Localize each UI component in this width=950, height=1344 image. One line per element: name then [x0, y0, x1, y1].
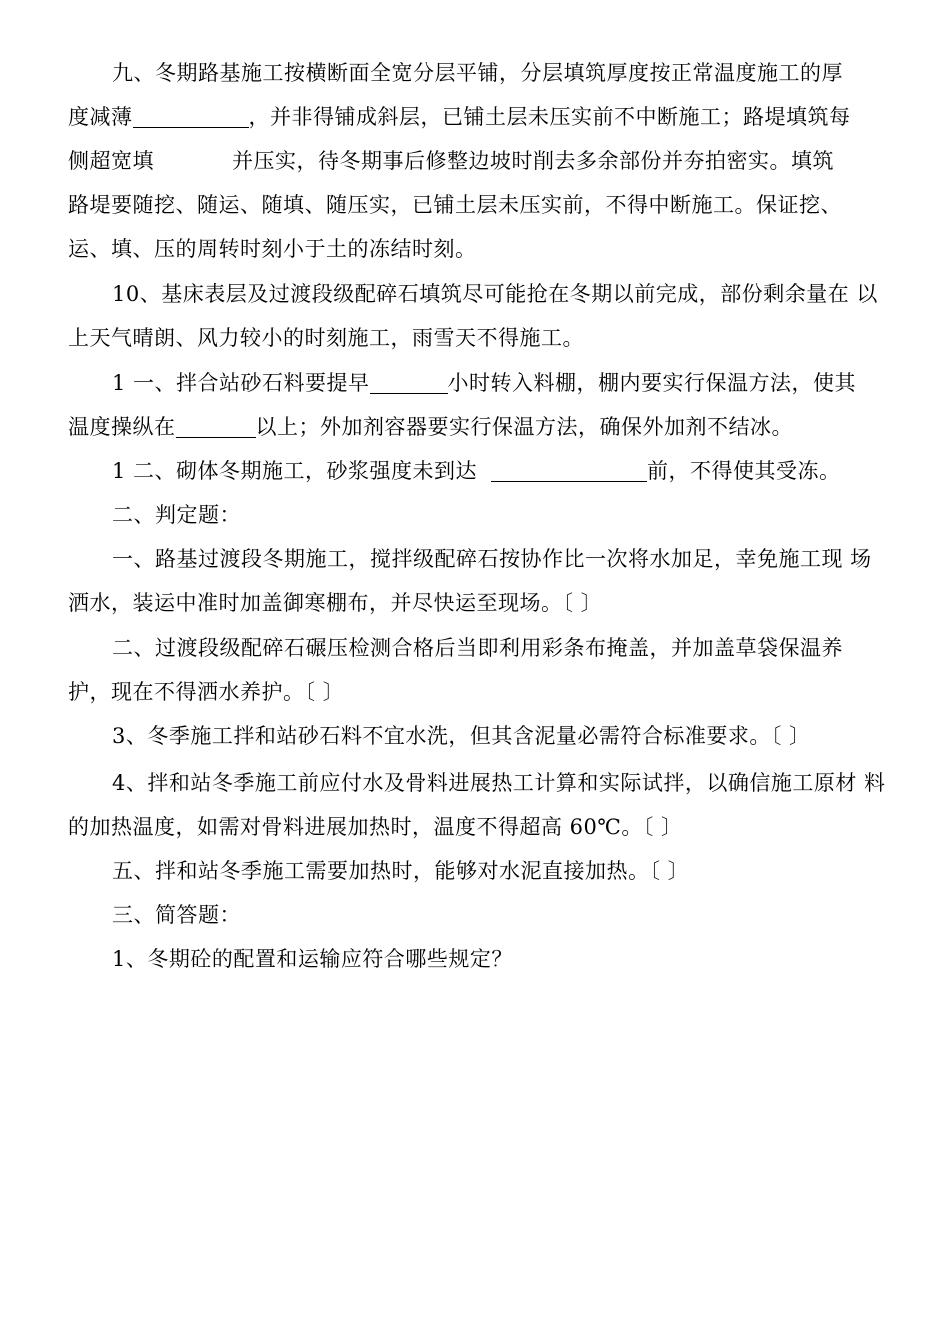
tf-item-1-text-2: 洒水，装运中准时加盖御寒棚布，并尽快运至现场。〔 〕 [68, 591, 603, 615]
q9-text-2b: ，并非得铺成斜层，已铺土层未压实前不中断施工；路堤填筑每 [248, 105, 851, 129]
q12-line-1 [112, 456, 841, 486]
tf-item-1-line-2[interactable] [68, 588, 602, 618]
q9-text-2a: 度减薄 [68, 105, 133, 129]
q10-text-1: 10、基床表层及过渡段级配碎石填筑尽可能抢在冬期以前完成，部份剩余量在 以 [112, 282, 878, 306]
q9-line-2 [68, 102, 851, 132]
tf-item-3-text: 3、冬季施工拌和站砂石料不宜水洗，但其含泥量必需符合标准要求。〔 〕 [112, 724, 811, 748]
q12-text-1b: 前，不得使其受冻。 [647, 459, 841, 483]
q9-text-1: 九、冬期路基施工按横断面全宽分层平铺，分层填筑厚度按正常温度施工的厚 [112, 61, 843, 85]
tf-item-4-line-1 [112, 768, 886, 798]
q10-line-1 [112, 279, 878, 309]
q11-text-2a: 温度操纵在 [68, 415, 176, 439]
q9-line-4 [68, 190, 842, 220]
q9-text-3a: 侧超宽填 [68, 149, 154, 173]
tf-item-5[interactable] [112, 856, 689, 886]
tf-item-3[interactable] [112, 721, 811, 751]
tf-item-4-text-2: 的加热温度，如需对骨料进展加热时，温度不得超高 60℃。〔 〕 [68, 815, 683, 839]
q11-line-1 [112, 368, 856, 398]
fill-blank-hours[interactable] [370, 371, 448, 394]
short-answer-item-1-text: 1、冬期砼的配置和运输应符合哪些规定？ [112, 947, 513, 971]
tf-item-2-line-2[interactable] [68, 677, 344, 707]
section-3-title-text: 三、简答题： [112, 903, 241, 927]
tf-item-4-line-2[interactable] [68, 812, 683, 842]
fill-blank-thickness[interactable] [133, 105, 249, 128]
q11-line-2 [68, 412, 793, 442]
q11-text-1b: 小时转入料棚，棚内要实行保温方法，使其 [447, 371, 857, 395]
q10-line-2 [68, 323, 584, 353]
q9-line-1 [112, 58, 843, 88]
q10-text-2: 上天气晴朗、风力较小的时刻施工，雨雪天不得施工。 [68, 326, 584, 350]
section-2-title [112, 500, 241, 530]
section-3-title [112, 900, 241, 930]
short-answer-item-1 [112, 944, 513, 974]
q9-line-3 [68, 146, 834, 176]
fill-blank-overwidth[interactable] [154, 149, 232, 172]
q11-text-1a: 1 一、拌合站砂石料要提早 [112, 371, 370, 395]
section-2-title-text: 二、判定题： [112, 503, 241, 527]
q9-text-4: 路堤要随挖、随运、随填、随压实，已铺土层未压实前，不得中断施工。保证挖、 [68, 193, 842, 217]
fill-blank-strength[interactable] [491, 459, 647, 482]
fill-blank-temperature[interactable] [176, 415, 256, 438]
tf-item-2-text-1: 二、过渡段级配碎石碾压检测合格后当即利用彩条布掩盖，并加盖草袋保温养 [112, 636, 843, 660]
q9-text-3b: 并压实，待冬期事后修整边坡时削去多余部份并夯拍密实。填筑 [232, 149, 834, 173]
q9-line-5 [68, 234, 477, 264]
tf-item-1-line-1 [112, 544, 872, 574]
tf-item-2-text-2: 护，现在不得洒水养护。〔 〕 [68, 680, 345, 704]
tf-item-4-text-1: 4、拌和站冬季施工前应付水及骨料进展热工计算和实际试拌，以确信施工原材 料 [112, 771, 886, 795]
tf-item-2-line-1 [112, 633, 843, 663]
tf-item-5-text: 五、拌和站冬季施工需要加热时，能够对水泥直接加热。〔 〕 [112, 859, 690, 883]
q12-text-1a: 1 二、砌体冬期施工，砂浆强度未到达 [112, 459, 478, 483]
q9-text-5: 运、填、压的周转时刻小于土的冻结时刻。 [68, 237, 477, 261]
q11-text-2b: 以上；外加剂容器要实行保温方法，确保外加剂不结冰。 [255, 415, 793, 439]
tf-item-1-text-1: 一、路基过渡段冬期施工，搅拌级配碎石按协作比一次将水加足，幸免施工现 场 [112, 547, 872, 571]
